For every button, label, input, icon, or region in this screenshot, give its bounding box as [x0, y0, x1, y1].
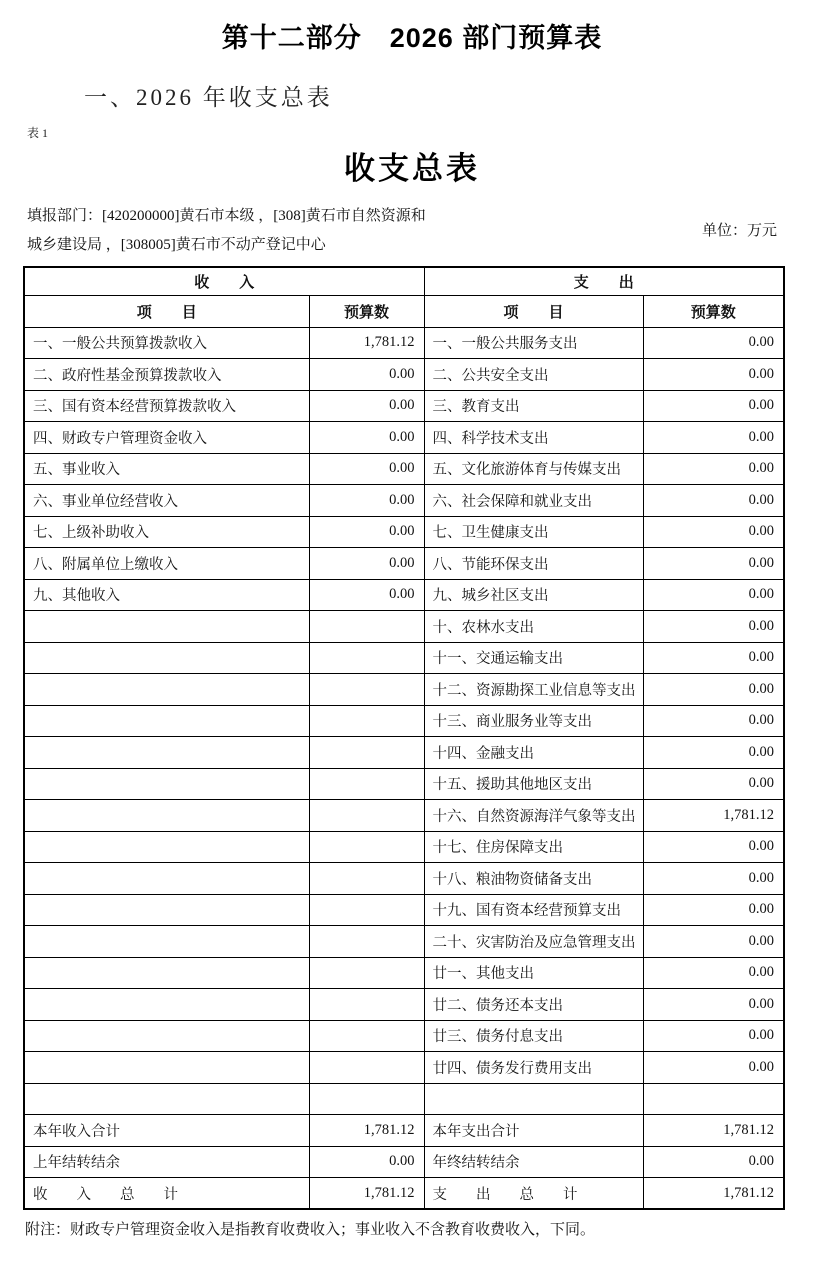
- filing-department-line1: 填报部门：[420200000]黄石市本级 ，[308]黄石市自然资源和: [27, 208, 426, 224]
- filing-meta: [27, 202, 797, 260]
- expense-value-cell: 0.00: [643, 390, 784, 422]
- expense-item-cell: 本年支出合计: [424, 1115, 643, 1147]
- expense-item-cell: 十二、资源勘探工业信息等支出: [424, 674, 643, 706]
- expense-value-cell: 0.00: [643, 548, 784, 580]
- table-row: [24, 705, 784, 737]
- income-value-cell: 0.00: [309, 453, 424, 485]
- income-item-cell: [24, 1020, 309, 1052]
- footnote: 附注：财政专户管理资金收入是指教育收费收入；事业收入不含教育收费收入，下同。: [25, 1222, 596, 1238]
- expense-item-cell: 十一、交通运输支出: [424, 642, 643, 674]
- expense-value-cell: 0.00: [643, 1020, 784, 1052]
- table-row: [24, 1052, 784, 1084]
- unit-label: 单位：万元: [701, 223, 777, 239]
- expense-value-cell: 0.00: [643, 989, 784, 1021]
- table-row: [24, 863, 784, 895]
- table-row: [24, 422, 784, 454]
- expense-item-cell: 廿二、债务还本支出: [424, 989, 643, 1021]
- income-value-cell: [309, 894, 424, 926]
- income-value-cell: 0.00: [309, 422, 424, 454]
- expense-item-cell: 十九、国有资本经营预算支出: [424, 894, 643, 926]
- expense-item-cell: 十、农林水支出: [424, 611, 643, 643]
- expense-budget-column-header: 预算数: [643, 295, 784, 327]
- income-value-cell: 0.00: [309, 1146, 424, 1178]
- income-item-cell: [24, 737, 309, 769]
- expense-value-cell: 1,781.12: [643, 1115, 784, 1147]
- income-value-cell: [309, 926, 424, 958]
- expense-item-cell: 十五、援助其他地区支出: [424, 768, 643, 800]
- income-value-cell: 0.00: [309, 485, 424, 517]
- table-row: [24, 359, 784, 391]
- income-value-cell: [309, 1052, 424, 1084]
- table-row: [24, 926, 784, 958]
- income-item-cell: [24, 768, 309, 800]
- expense-value-cell: [643, 1083, 784, 1115]
- income-value-cell: [309, 957, 424, 989]
- income-value-cell: [309, 1083, 424, 1115]
- income-item-cell: 二、政府性基金预算拨款收入: [24, 359, 309, 391]
- income-item-cell: [24, 642, 309, 674]
- expense-item-cell: 二、公共安全支出: [424, 359, 643, 391]
- expense-item-cell: 二十、灾害防治及应急管理支出: [424, 926, 643, 958]
- income-value-cell: 0.00: [309, 390, 424, 422]
- income-item-cell: [24, 674, 309, 706]
- expense-item-cell: 廿四、债务发行费用支出: [424, 1052, 643, 1084]
- expense-item-cell: 廿三、债务付息支出: [424, 1020, 643, 1052]
- table-row: [24, 957, 784, 989]
- income-item-cell: 三、国有资本经营预算拨款收入: [24, 390, 309, 422]
- income-item-cell: 五、事业收入: [24, 453, 309, 485]
- income-value-cell: [309, 674, 424, 706]
- expense-item-column-header: 项 目: [424, 295, 643, 327]
- table-row: [24, 989, 784, 1021]
- expense-item-cell: 十四、金融支出: [424, 737, 643, 769]
- page-title: 第十二部分 2026 部门预算表: [221, 23, 603, 53]
- table-row: [24, 1146, 784, 1178]
- expense-value-cell: 0.00: [643, 327, 784, 359]
- expense-item-cell: 七、卫生健康支出: [424, 516, 643, 548]
- income-item-cell: 九、其他收入: [24, 579, 309, 611]
- expense-value-cell: 1,781.12: [643, 1178, 784, 1210]
- income-item-cell: 上年结转结余: [24, 1146, 309, 1178]
- expense-value-cell: 0.00: [643, 768, 784, 800]
- expense-value-cell: 0.00: [643, 705, 784, 737]
- income-value-cell: 0.00: [309, 579, 424, 611]
- income-value-cell: [309, 737, 424, 769]
- income-value-cell: [309, 1020, 424, 1052]
- expense-value-cell: 0.00: [643, 831, 784, 863]
- income-value-cell: [309, 611, 424, 643]
- table-row: [24, 831, 784, 863]
- expense-value-cell: 0.00: [643, 485, 784, 517]
- expense-item-cell: 八、节能环保支出: [424, 548, 643, 580]
- table-row: [24, 674, 784, 706]
- income-item-cell: [24, 926, 309, 958]
- income-item-cell: 本年收入合计: [24, 1115, 309, 1147]
- income-item-cell: [24, 800, 309, 832]
- income-item-cell: [24, 831, 309, 863]
- income-item-cell: [24, 1083, 309, 1115]
- table-row: [24, 579, 784, 611]
- table-row: [24, 453, 784, 485]
- budget-table-header: [24, 267, 784, 327]
- table-row: [24, 327, 784, 359]
- income-value-cell: [309, 705, 424, 737]
- income-item-cell: [24, 705, 309, 737]
- income-value-cell: 1,781.12: [309, 1178, 424, 1210]
- filing-department-line2: 城乡建设局 ，[308005]黄石市不动产登记中心: [27, 237, 326, 253]
- income-value-cell: [309, 863, 424, 895]
- income-value-cell: 0.00: [309, 548, 424, 580]
- expense-item-cell: 十八、粮油物资储备支出: [424, 863, 643, 895]
- income-item-column-header: 项 目: [24, 295, 309, 327]
- income-item-cell: [24, 894, 309, 926]
- section-subtitle: 一、2026 年收支总表: [84, 85, 333, 110]
- expense-value-cell: 0.00: [643, 579, 784, 611]
- expense-value-cell: 0.00: [643, 359, 784, 391]
- income-value-cell: 0.00: [309, 516, 424, 548]
- expense-value-cell: 0.00: [643, 1052, 784, 1084]
- expense-value-cell: 0.00: [643, 453, 784, 485]
- expense-value-cell: 0.00: [643, 957, 784, 989]
- table-row: [24, 548, 784, 580]
- income-item-cell: [24, 957, 309, 989]
- table-title: 收支总表: [344, 151, 480, 186]
- expense-item-cell: 廿一、其他支出: [424, 957, 643, 989]
- expense-value-cell: 0.00: [643, 894, 784, 926]
- expense-item-cell: 五、文化旅游体育与传媒支出: [424, 453, 643, 485]
- expense-item-cell: 六、社会保障和就业支出: [424, 485, 643, 517]
- table-row: [24, 737, 784, 769]
- income-value-cell: 0.00: [309, 359, 424, 391]
- table-row: [24, 642, 784, 674]
- expense-item-cell: 三、教育支出: [424, 390, 643, 422]
- table-row: [24, 1178, 784, 1210]
- income-item-cell: [24, 611, 309, 643]
- budget-table-body: [24, 327, 784, 1209]
- budget-table: [23, 266, 785, 1210]
- income-item-cell: [24, 1052, 309, 1084]
- table-row: [24, 1020, 784, 1052]
- table-row: [24, 1083, 784, 1115]
- income-section-header: 收 入: [24, 267, 424, 295]
- income-value-cell: [309, 642, 424, 674]
- expense-value-cell: 0.00: [643, 516, 784, 548]
- expense-value-cell: 0.00: [643, 611, 784, 643]
- income-value-cell: [309, 831, 424, 863]
- table-row: [24, 894, 784, 926]
- table-row: [24, 1115, 784, 1147]
- expense-item-cell: 一、一般公共服务支出: [424, 327, 643, 359]
- income-item-cell: 四、财政专户管理资金收入: [24, 422, 309, 454]
- income-item-cell: [24, 863, 309, 895]
- income-item-cell: 六、事业单位经营收入: [24, 485, 309, 517]
- expense-item-cell: 年终结转结余: [424, 1146, 643, 1178]
- table-row: [24, 800, 784, 832]
- expense-value-cell: 0.00: [643, 863, 784, 895]
- income-item-cell: [24, 989, 309, 1021]
- expense-item-cell: 四、科学技术支出: [424, 422, 643, 454]
- expense-item-cell: 支 出 总 计: [424, 1178, 643, 1210]
- income-item-cell: 一、一般公共预算拨款收入: [24, 327, 309, 359]
- expense-item-cell: 十六、自然资源海洋气象等支出: [424, 800, 643, 832]
- expense-section-header: 支 出: [424, 267, 784, 295]
- table-row: [24, 390, 784, 422]
- income-value-cell: [309, 768, 424, 800]
- expense-item-cell: 十七、住房保障支出: [424, 831, 643, 863]
- expense-value-cell: 0.00: [643, 926, 784, 958]
- table-row: [24, 611, 784, 643]
- expense-item-cell: 十三、商业服务业等支出: [424, 705, 643, 737]
- expense-value-cell: 1,781.12: [643, 800, 784, 832]
- column-header-row: [24, 295, 784, 327]
- expense-value-cell: 0.00: [643, 642, 784, 674]
- income-budget-column-header: 预算数: [309, 295, 424, 327]
- income-item-cell: 七、上级补助收入: [24, 516, 309, 548]
- expense-item-cell: [424, 1083, 643, 1115]
- income-value-cell: [309, 800, 424, 832]
- expense-value-cell: 0.00: [643, 737, 784, 769]
- income-value-cell: 1,781.12: [309, 327, 424, 359]
- income-item-cell: 八、附属单位上缴收入: [24, 548, 309, 580]
- table-label: 表 1: [27, 126, 49, 140]
- section-header-row: [24, 267, 784, 295]
- expense-value-cell: 0.00: [643, 674, 784, 706]
- income-value-cell: 1,781.12: [309, 1115, 424, 1147]
- income-item-cell: 收 入 总 计: [24, 1178, 309, 1210]
- table-row: [24, 485, 784, 517]
- expense-value-cell: 0.00: [643, 422, 784, 454]
- table-row: [24, 516, 784, 548]
- income-value-cell: [309, 989, 424, 1021]
- table-row: [24, 768, 784, 800]
- expense-value-cell: 0.00: [643, 1146, 784, 1178]
- expense-item-cell: 九、城乡社区支出: [424, 579, 643, 611]
